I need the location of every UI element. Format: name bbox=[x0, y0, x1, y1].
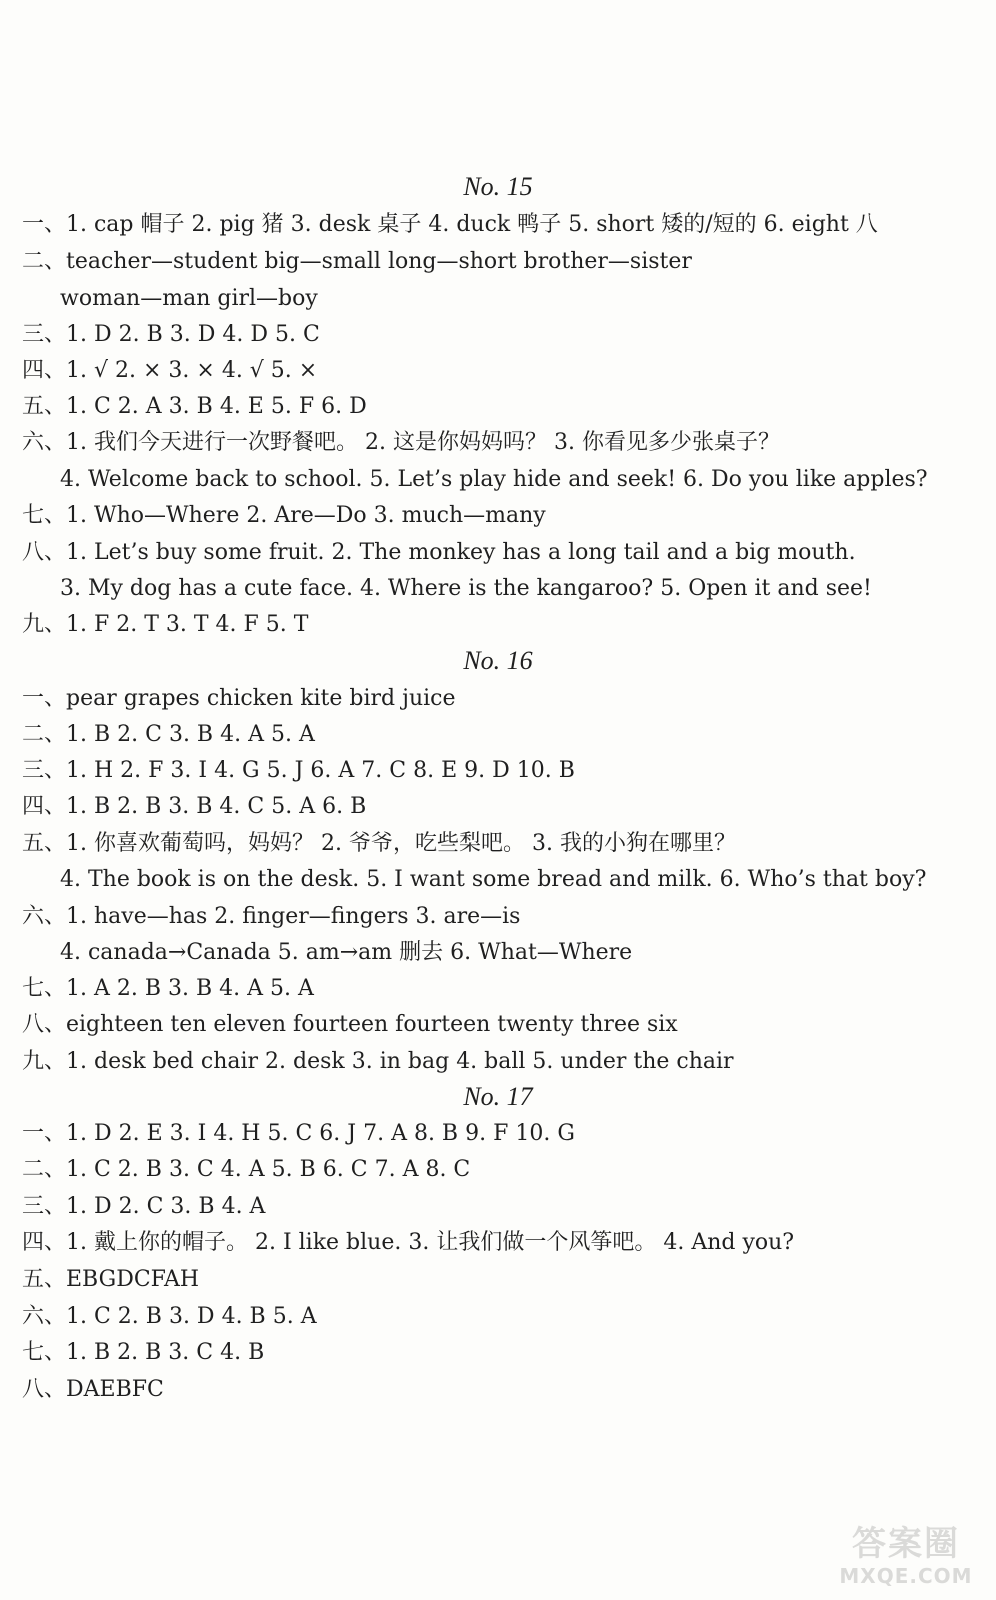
answer-line: woman—man girl—boy bbox=[60, 286, 318, 311]
answer-line: 一、1. D 2. E 3. I 4. H 5. C 6. J 7. A 8. B 9. F 10. G bbox=[22, 1121, 575, 1146]
watermark-logo bbox=[826, 1524, 986, 1594]
answer-line: 四、1. 戴上你的帽子。 2. I like blue. 3. 让我们做一个风筝吧。 4. And you? bbox=[22, 1230, 795, 1255]
answer-line: 九、1. desk bed chair 2. desk 3. in bag 4. ball 5. under the chair bbox=[22, 1049, 734, 1074]
answer-line: 三、1. D 2. C 3. B 4. A bbox=[22, 1194, 266, 1219]
answer-line: 五、EBGDCFAH bbox=[22, 1267, 200, 1292]
answer-line: 九、1. F 2. T 3. T 4. F 5. T bbox=[22, 612, 309, 637]
answer-line: 一、1. cap 帽子 2. pig 猪 3. desk 桌子 4. duck 鸭子 5. short 矮的/短的 6. eight 八 bbox=[22, 212, 878, 237]
section-title-no17: No. 17 bbox=[463, 1082, 533, 1111]
answer-line: 八、eighteen ten eleven fourteen fourteen twenty three six bbox=[22, 1012, 678, 1037]
answer-line: 4. Welcome back to school. 5. Let’s play hide and seek! 6. Do you like apples? bbox=[60, 467, 928, 492]
watermark-mark: 答案圈 bbox=[852, 1524, 960, 1564]
answer-line: 一、pear grapes chicken kite bird juice bbox=[22, 686, 456, 711]
watermark-url: MXQE.COM bbox=[839, 1564, 973, 1588]
answer-line: 六、1. C 2. B 3. D 4. B 5. A bbox=[22, 1304, 317, 1329]
answer-line: 二、1. C 2. B 3. C 4. A 5. B 6. C 7. A 8. C bbox=[22, 1157, 471, 1182]
answer-line: 二、teacher—student big—small long—short brother—sister bbox=[22, 249, 692, 274]
answer-line: 八、DAEBFC bbox=[22, 1377, 164, 1402]
section-title-no15: No. 15 bbox=[463, 172, 533, 201]
answer-line: 4. canada→Canada 5. am→am 删去 6. What—Where bbox=[60, 940, 633, 965]
answer-line: 4. The book is on the desk. 5. I want some bread and milk. 6. Who’s that boy? bbox=[60, 867, 927, 892]
answer-line: 六、1. 我们今天进行一次野餐吧。 2. 这是你妈妈吗？ 3. 你看见多少张桌子？ bbox=[22, 430, 780, 455]
answer-line: 五、1. 你喜欢葡萄吗，妈妈？ 2. 爷爷，吃些梨吧。 3. 我的小狗在哪里？ bbox=[22, 831, 736, 856]
answer-line: 六、1. have—has 2. finger—fingers 3. are—is bbox=[22, 904, 521, 929]
answer-line: 四、1. B 2. B 3. B 4. C 5. A 6. B bbox=[22, 794, 367, 819]
answer-line: 七、1. A 2. B 3. B 4. A 5. A bbox=[22, 976, 314, 1001]
answer-line: 3. My dog has a cute face. 4. Where is the kangaroo? 5. Open it and see! bbox=[60, 576, 872, 601]
answer-line: 八、1. Let’s buy some fruit. 2. The monkey has a long tail and a big mouth. bbox=[22, 540, 856, 565]
answer-line: 三、1. D 2. B 3. D 4. D 5. C bbox=[22, 322, 320, 347]
answer-line: 四、1. √ 2. × 3. × 4. √ 5. × bbox=[22, 358, 318, 383]
answer-line: 二、1. B 2. C 3. B 4. A 5. A bbox=[22, 722, 315, 747]
section-title-no16: No. 16 bbox=[463, 646, 533, 675]
answer-line: 五、1. C 2. A 3. B 4. E 5. F 6. D bbox=[22, 394, 367, 419]
answer-line: 七、1. Who—Where 2. Are—Do 3. much—many bbox=[22, 503, 546, 528]
answer-line: 三、1. H 2. F 3. I 4. G 5. J 6. A 7. C 8. E 9. D 10. B bbox=[22, 758, 575, 783]
answer-line: 七、1. B 2. B 3. C 4. B bbox=[22, 1340, 265, 1365]
